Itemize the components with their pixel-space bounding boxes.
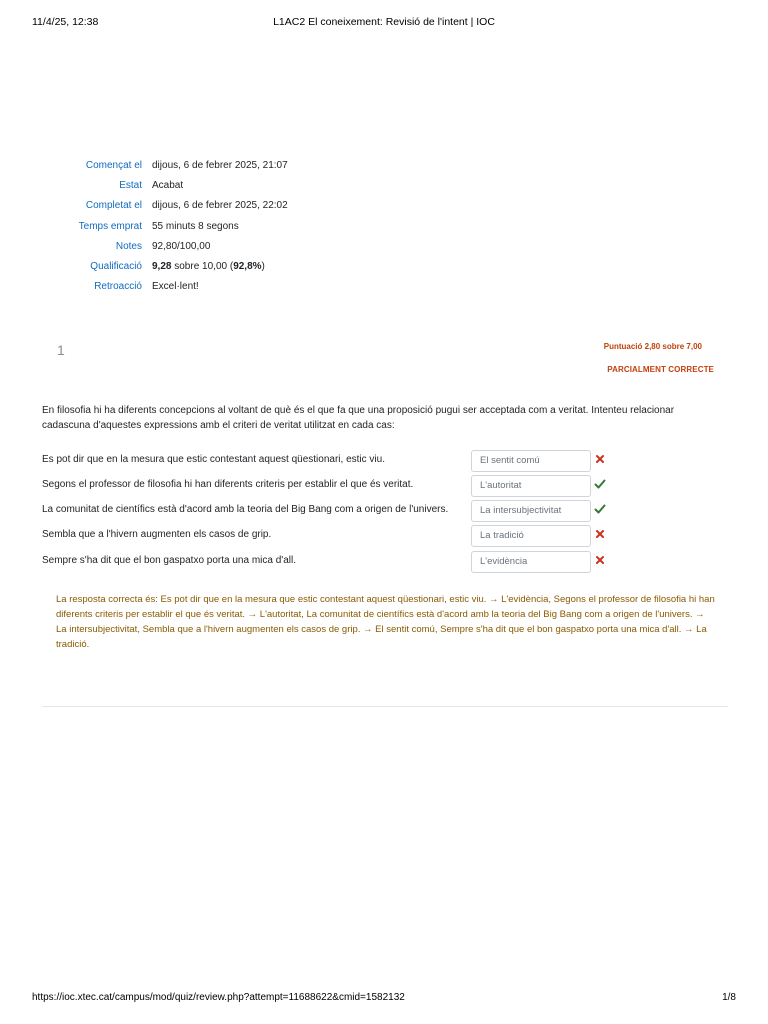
answer-select[interactable]: L'autoritat: [471, 475, 591, 497]
cross-icon: [594, 528, 606, 540]
attempt-summary-table: [40, 158, 440, 299]
summary-label: Retroacció: [94, 281, 142, 293]
summary-value: [152, 261, 265, 272]
summary-value: dijous, 6 de febrer 2025, 22:02: [152, 200, 288, 212]
summary-row-started: [40, 158, 440, 178]
summary-label: Completat el: [85, 200, 142, 212]
grade-percent: 92,8%: [233, 260, 262, 272]
summary-row-state: [40, 178, 440, 198]
question-state: PARCIALMENT CORRECTE: [607, 365, 714, 374]
summary-label: Qualificació: [90, 260, 142, 272]
question-score: Puntuació 2,80 sobre 7,00: [603, 342, 702, 351]
match-row: [42, 477, 642, 501]
cross-icon: [594, 453, 606, 465]
match-stem: Es pot dir que en la mesura que estic contestant aquest qüestionari, estic viu.: [42, 454, 385, 465]
answer-select[interactable]: L'evidència: [471, 551, 591, 573]
question-number: 1: [57, 342, 65, 358]
check-icon: [594, 503, 606, 515]
summary-row-marks: [40, 239, 440, 259]
match-row: [42, 452, 642, 476]
grade-close: ): [261, 260, 265, 272]
question-prompt: En filosofia hi ha diferents concepcions al voltant de què és el que fa que una proposició pugui ser acceptada com a veritat. Intenteu relacionar cadascuna d'aquestes expressions amb el criteri de veritat utilitzat en cada cas:: [42, 405, 675, 431]
summary-row-grade: [40, 259, 440, 279]
cross-icon: [594, 554, 606, 566]
answer-select[interactable]: La tradició: [471, 525, 591, 547]
summary-row-time: [40, 219, 440, 239]
summary-row-completed: [40, 198, 440, 218]
summary-value: Acabat: [152, 180, 184, 192]
summary-label: Començat el: [85, 160, 142, 171]
match-stem: Sembla que a l'hivern augmenten els casos de grip.: [42, 529, 272, 540]
match-stem: La comunitat de científics està d'acord amb la teoria del Big Bang com a origen de l'univers.: [42, 504, 449, 515]
match-stem: Segons el professor de filosofia hi han diferents criteris per establir el que és veritat.: [42, 479, 414, 490]
print-url: https://ioc.xtec.cat/campus/mod/quiz/review.php?attempt=11688622&cmid=1582132: [32, 992, 405, 1003]
summary-row-feedback: [40, 279, 440, 299]
summary-value: Excel·lent!: [152, 281, 199, 293]
check-icon: [594, 478, 606, 490]
summary-value: dijous, 6 de febrer 2025, 21:07: [152, 160, 288, 171]
grade-score: 9,28: [152, 260, 172, 272]
print-date: 11/4/25, 12:38: [32, 16, 99, 28]
print-footer: [32, 992, 736, 1006]
grade-out-of: sobre 10,00 (: [171, 260, 234, 272]
summary-label: Notes: [115, 240, 142, 252]
match-row: [42, 527, 642, 551]
match-stem: Sempre s'ha dit que el bon gaspatxo porta una mica d'all.: [42, 555, 296, 566]
answer-select[interactable]: El sentit comú: [471, 450, 591, 472]
print-page-number: 1/8: [722, 992, 736, 1003]
summary-value: 92,80/100,00: [152, 240, 211, 252]
divider: [42, 706, 728, 707]
right-answer-feedback: La resposta correcta és: Es pot dir que en la mesura que estic contestant aquest qüestionari, estic viu. → L'evidència, Segons el professor de filosofia hi han diferents criteris per establir el que és veritat. → L'autoritat, La comunitat de científics està d'acord amb la teoria del Big Bang com a origen de l'univers. → La intersubjectivitat, Sembla que a l'hivern augmenten els casos de grip. → El sentit comú, Sempre s'ha dit que el bon gaspatxo porta una mica d'all. → La tradició.: [56, 594, 715, 650]
print-header: [32, 16, 736, 30]
summary-label: Temps emprat: [78, 220, 142, 232]
answer-select[interactable]: La intersubjectivitat: [471, 500, 591, 522]
print-title: L1AC2 El coneixement: Revisió de l'intent | IOC: [273, 16, 495, 28]
match-row: [42, 502, 642, 526]
summary-value: 55 minuts 8 segons: [152, 220, 239, 232]
match-row: [42, 553, 642, 577]
summary-label: Estat: [119, 180, 142, 192]
